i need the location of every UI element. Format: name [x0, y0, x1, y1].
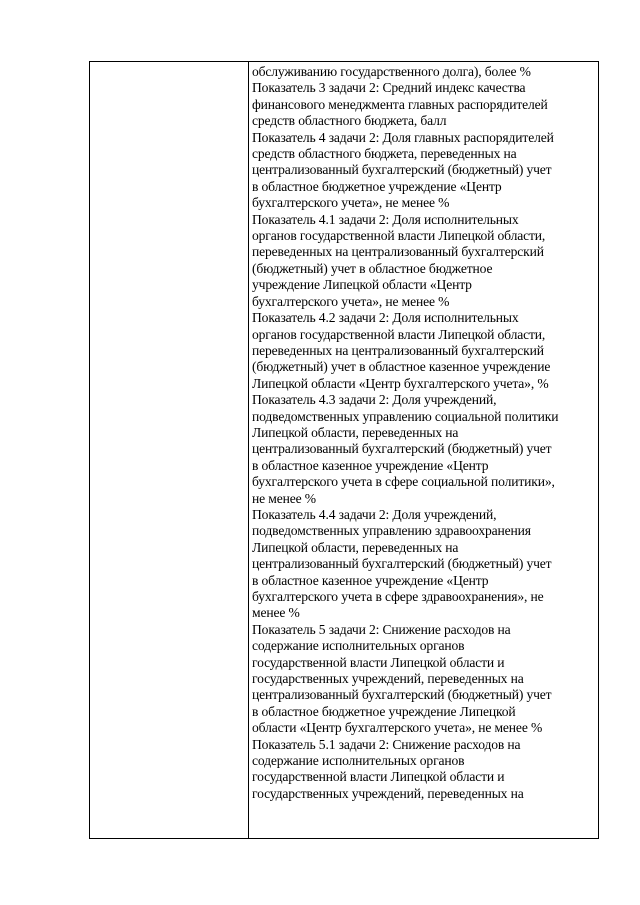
text-line: не менее % — [252, 490, 316, 506]
text-line: Показатель 4.3 задачи 2: Доля учреждений, — [252, 392, 497, 408]
text-line: бухгалтерского учета в сфере социальной политики», — [252, 474, 555, 490]
text-line: централизованный бухгалтерский (бюджетный) учет — [252, 556, 552, 572]
text-line: Липецкой области «Центр бухгалтерского учета», % — [252, 375, 549, 391]
text-line: централизованный бухгалтерский (бюджетный) учет — [252, 441, 552, 457]
text-line: государственной власти Липецкой области и — [252, 769, 505, 785]
text-line: бухгалтерского учета в сфере здравоохранения», не — [252, 589, 544, 604]
text-line: средств областного бюджета, переведенных на — [252, 146, 517, 162]
text-line: государственной власти Липецкой области и — [252, 654, 505, 670]
text-line: Показатель 4.1 задачи 2: Доля исполнительных — [252, 211, 519, 227]
text-line: в областное бюджетное учреждение Липецкой — [252, 703, 516, 719]
text-line: (бюджетный) учет в областное бюджетное — [252, 260, 493, 276]
text-line: Показатель 4 задачи 2: Доля главных распорядителей — [252, 129, 554, 145]
text-line: Липецкой области, переведенных на — [252, 424, 459, 440]
document-table — [89, 61, 599, 839]
text-line: государственных учреждений, переведенных на — [252, 671, 524, 687]
text-line: обслуживанию государственного долга), более % — [252, 64, 531, 79]
table-left-cell — [90, 62, 249, 838]
text-line: Показатель 5 задачи 2: Снижение расходов на — [252, 621, 511, 637]
text-line: Показатель 5.1 задачи 2: Снижение расходов на — [252, 736, 521, 752]
text-line: учреждение Липецкой области «Центр — [252, 277, 472, 293]
text-line: переведенных на централизованный бухгалтерский — [252, 342, 544, 358]
text-line: Показатель 3 задачи 2: Средний индекс качества — [252, 80, 526, 96]
text-line: области «Центр бухгалтерского учета», не менее % — [252, 720, 543, 736]
text-line: (бюджетный) учет в областное казенное учреждение — [252, 359, 551, 375]
text-line: бухгалтерского учета», не менее % — [252, 195, 450, 211]
text-line: содержание исполнительных органов — [252, 753, 465, 769]
text-line: подведомственных управлению здравоохранения — [252, 523, 531, 539]
text-line: содержание исполнительных органов — [252, 638, 465, 654]
text-line: финансового менеджмента главных распорядителей — [252, 96, 548, 112]
table-right-cell — [249, 62, 598, 838]
text-line: Показатель 4.4 задачи 2: Доля учреждений, — [252, 506, 497, 522]
text-line: переведенных на централизованный бухгалтерский — [252, 244, 544, 260]
text-line: централизованный бухгалтерский (бюджетный) учет — [252, 687, 552, 703]
text-line: государственных учреждений, переведенных на — [252, 785, 524, 801]
text-line: централизованный бухгалтерский (бюджетный) учет — [252, 162, 552, 178]
text-line: бухгалтерского учета», не менее % — [252, 293, 450, 309]
text-line: средств областного бюджета, балл — [252, 113, 447, 129]
text-line: в областное бюджетное учреждение «Центр — [252, 178, 502, 194]
text-line: подведомственных управлению социальной политики — [252, 408, 559, 424]
text-line: органов государственной власти Липецкой области, — [252, 326, 546, 342]
text-line: менее % — [252, 605, 300, 621]
text-line: Показатель 4.2 задачи 2: Доля исполнительных — [252, 310, 519, 326]
text-line: Липецкой области, переведенных на — [252, 539, 459, 555]
text-line: органов государственной власти Липецкой области, — [252, 228, 546, 244]
text-line: в областное казенное учреждение «Центр — [252, 572, 489, 588]
text-line: в областное казенное учреждение «Центр — [252, 457, 489, 473]
